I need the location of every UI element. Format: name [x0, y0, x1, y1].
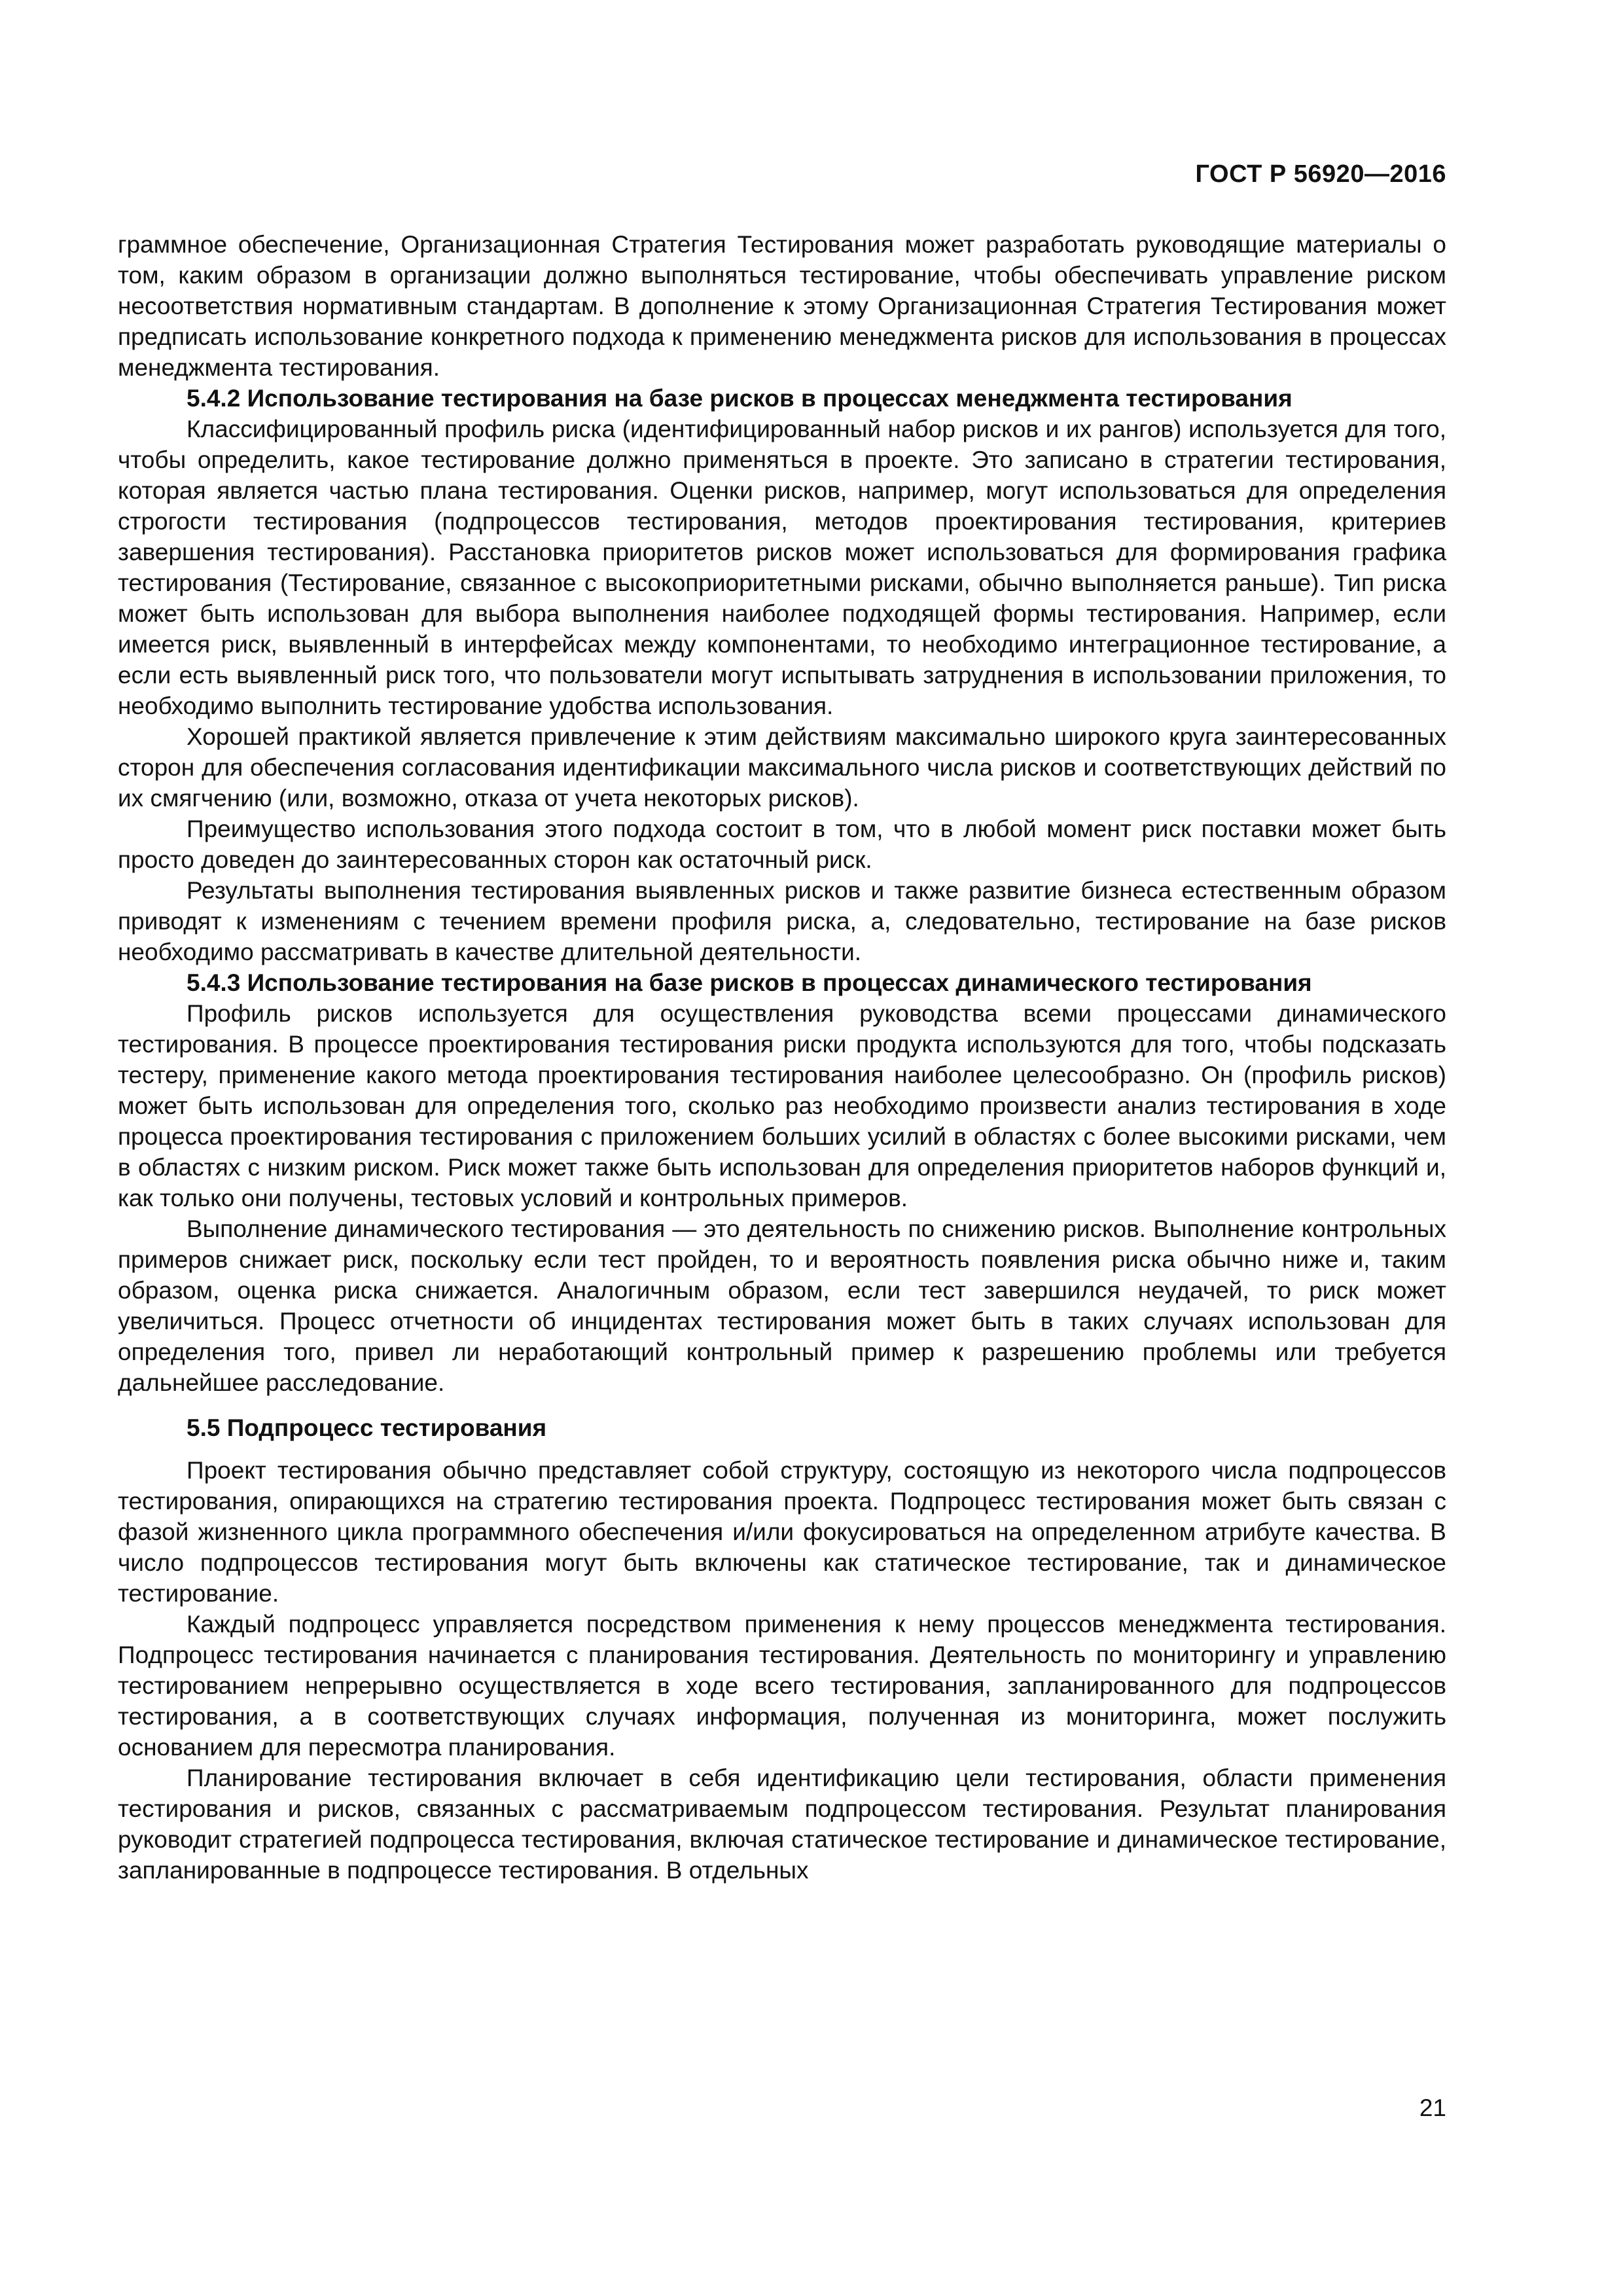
paragraph: Выполнение динамического тестирования — это деятельность по снижению рисков. Выполнение контрольных примеров снижает риск, поскольку если тест пройден, то и вероятность появления риска обычно ниже и, таким образом, оценка риска снижается. Аналогичным образом, если тест завершился неудачей, то риск может увеличиться. Процесс отчетности об инцидентах тестирования может быть в таких случаях использован для определения того, привел ли неработающий контрольный пример к разрешению проблемы или требуется дальнейшее расследование. — [118, 1215, 1446, 1396]
document-body — [118, 229, 1446, 1886]
paragraph: граммное обеспечение, Организационная Стратегия Тестирования может разработать руководящие материалы о том, каким образом в организации должно выполняться тестирование, чтобы обеспечивать управление риском несоответствия нормативным стандартам. В дополнение к этому Организационная Стратегия Тестирования может предписать использование конкретного подхода к применению менеджмента рисков для использования в процессах менеджмента тестирования. — [118, 231, 1446, 381]
paragraph: Хорошей практикой является привлечение к этим действиям максимально широкого круга заинтересованных сторон для обеспечения согласования идентификации максимального числа рисков и соответствующих действий по их смягчению (или, возможно, отказа от учета некоторых рисков). — [118, 723, 1446, 812]
paragraph: Проект тестирования обычно представляет собой структуру, состоящую из некоторого числа подпроцессов тестирования, опирающихся на стратегию тестирования проекта. Подпроцесс тестирования может быть связан с фазой жизненного цикла программного обеспечения и/или фокусироваться на определенном атрибуте качества. В число подпроцессов тестирования могут быть включены как статическое тестирование, так и динамическое тестирование. — [118, 1457, 1446, 1607]
paragraph: Преимущество использования этого подхода состоит в том, что в любой момент риск поставки может быть просто доведен до заинтересованных сторон как остаточный риск. — [118, 816, 1446, 873]
paragraph: Каждый подпроцесс управляется посредством применения к нему процессов менеджмента тестирования. Подпроцесс тестирования начинается с планирования тестирования. Деятельность по мониторингу и управлению тестированием непрерывно осуществляется в ходе всего тестирования, запланированного для подпроцессов тестирования, а в соответствующих случаях информация, полученная из мониторинга, может послужить основанием для пересмотра планирования. — [118, 1611, 1446, 1761]
paragraph: Профиль рисков используется для осуществления руководства всеми процессами динамического тестирования. В процессе проектирования тестирования риски продукта используются для того, чтобы подсказать тестеру, применение какого метода проектирования тестирования наиболее целесообразно. Он (профиль рисков) может быть использован для определения того, сколько раз необходимо произвести анализ тестирования в ходе процесса проектирования тестирования с приложением больших усилий в областях с более высокими рисками, чем в областях с низким риском. Риск может также быть использован для определения приоритетов наборов функций и, как только они получены, тестовых условий и контрольных примеров. — [118, 1000, 1446, 1211]
section-heading-5-5: 5.5 Подпроцесс тестирования — [187, 1414, 547, 1441]
paragraph: Классифицированный профиль риска (идентифицированный набор рисков и их рангов) используется для того, чтобы определить, какое тестирование должно применяться в проекте. Это записано в стратегии тестирования, которая является частью плана тестирования. Оценки рисков, например, могут использоваться для определения строгости тестирования (подпроцессов тестирования, методов проектирования тестирования, критериев завершения тестирования). Расстановка приоритетов рисков может использоваться для формирования графика тестирования (Тестирование, связанное с высокоприоритетными рисками, обычно выполняется раньше). Тип риска может быть использован для выбора выполнения наиболее подходящей формы тестирования. Например, если имеется риск, выявленный в интерфейсах между компонентами, то необходимо интеграционное тестирование, а если есть выявленный риск того, что пользователи могут испытывать затруднения в использовании приложения, то необходимо выполнить тестирование удобства использования. — [118, 416, 1446, 719]
section-heading-5-4-3: 5.4.3 Использование тестирования на базе рисков в процессах динамического тестирования — [187, 969, 1312, 996]
section-heading-5-4-2: 5.4.2 Использование тестирования на базе рисков в процессах менеджмента тестирования — [187, 385, 1293, 412]
document-header-id: ГОСТ Р 56920—2016 — [1195, 160, 1446, 188]
paragraph: Результаты выполнения тестирования выявленных рисков и также развитие бизнеса естественным образом приводят к изменениям с течением времени профиля риска, а, следовательно, тестирование на базе рисков необходимо рассматривать в качестве длительной деятельности. — [118, 877, 1446, 965]
paragraph: Планирование тестирования включает в себя идентификацию цели тестирования, области применения тестирования и рисков, связанных с рассматриваемым подпроцессом тестирования. Результат планирования руководит стратегией подпроцесса тестирования, включая статическое тестирование и динамическое тестирование, запланированные в подпроцессе тестирования. В отдельных — [118, 1765, 1446, 1884]
page-number: 21 — [1419, 2094, 1446, 2121]
